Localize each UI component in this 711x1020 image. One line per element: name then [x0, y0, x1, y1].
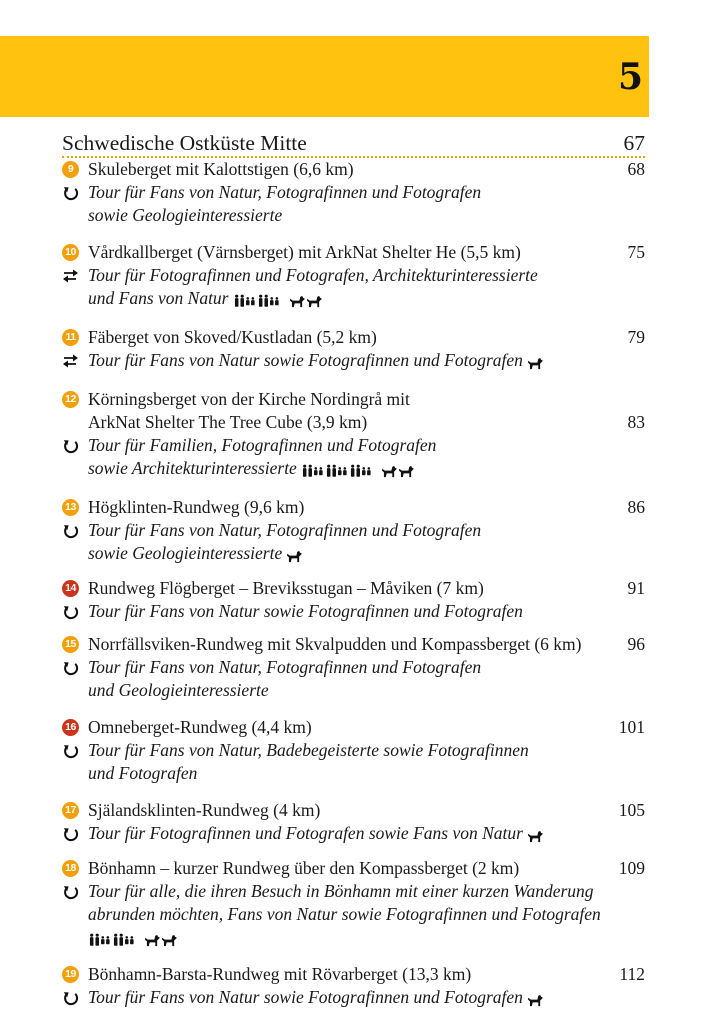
family-icon: [257, 294, 281, 309]
entry-description: und Geologieinteressierte: [88, 680, 269, 700]
dog-icon: [289, 295, 306, 308]
entry-description-line: [62, 903, 645, 926]
entry-number-badge: 12: [62, 391, 79, 408]
entry-description-line: [62, 926, 645, 951]
entry-description-line: [62, 204, 645, 227]
toc-entry[interactable]: [62, 241, 645, 312]
entry-description-line: [62, 880, 645, 903]
entry-description-line: [62, 287, 645, 312]
entry-description: Tour für Fans von Natur, Fotografinnen und Fotografen: [88, 520, 482, 540]
section-page: 67: [623, 131, 645, 155]
entry-title-line: [62, 411, 645, 434]
family-icon: [233, 294, 257, 309]
entry-description-line: [62, 542, 645, 567]
family-icon: [325, 464, 349, 479]
entry-title: Bönhamn-Barsta-Rundweg mit Rövarberget (13,3 km): [88, 964, 472, 984]
entry-title: Norrfällsviken-Rundweg mit Skvalpudden und Kompassberget (6 km): [88, 634, 582, 654]
entry-title: Fäberget von Skoved/Kustladan (5,2 km): [88, 327, 377, 347]
suitability-icons: [527, 351, 544, 374]
entry-description: und Fans von Natur: [88, 288, 229, 308]
section-title: Schwedische Ostküste Mitte: [62, 131, 307, 155]
entry-description-line: [62, 519, 645, 542]
toc-entry[interactable]: [62, 158, 645, 227]
entry-title-line: [62, 326, 645, 349]
loop-route-icon: [62, 883, 80, 901]
dog-icon: [527, 830, 544, 843]
entry-description: Tour für Fans von Natur, Fotografinnen und Fotografen: [88, 182, 482, 202]
entry-title: Vårdkallberget (Värnsberget) mit ArkNat Shelter He (5,5 km): [88, 242, 521, 262]
dog-icon: [144, 934, 161, 947]
section-heading[interactable]: [62, 130, 645, 158]
loop-route-icon: [62, 989, 80, 1007]
toc-entry[interactable]: [62, 577, 645, 623]
dog-icon: [527, 357, 544, 370]
entry-page-number: 79: [627, 327, 645, 347]
toc-entry[interactable]: [62, 633, 645, 702]
toc-section: [62, 130, 645, 1011]
entry-number-badge: 10: [62, 244, 79, 261]
entry-page-number: 86: [627, 497, 645, 517]
entry-title: Högklinten-Rundweg (9,6 km): [88, 497, 305, 517]
entry-title-line: [62, 496, 645, 519]
loop-route-icon: [62, 659, 80, 677]
dog-icon: [306, 295, 323, 308]
loop-route-icon: [62, 742, 80, 760]
dog-icon: [381, 465, 398, 478]
entry-page-number: 96: [627, 634, 645, 654]
entry-page-number: 91: [627, 578, 645, 598]
entry-page-number: 101: [618, 717, 645, 737]
suitability-icons: [527, 988, 544, 1011]
entry-page-number: 68: [627, 159, 645, 179]
entry-title-line: [62, 158, 645, 181]
toc-entry[interactable]: [62, 799, 645, 847]
entry-description: Tour für Fans von Natur, Fotografinnen und Fotografen: [88, 657, 482, 677]
dog-icon: [398, 465, 415, 478]
entry-description-line: [62, 457, 645, 482]
entry-number-badge: 13: [62, 499, 79, 516]
entry-description-line: [62, 349, 645, 374]
entry-page-number: 109: [618, 858, 645, 878]
entry-title-line: [62, 388, 645, 411]
loop-route-icon: [62, 437, 80, 455]
entry-title-line: [62, 799, 645, 822]
entry-title-line: [62, 716, 645, 739]
entry-description: Tour für Familien, Fotografinnen und Fotografen: [88, 435, 437, 455]
family-icon: [112, 933, 136, 948]
entry-title: Körningsberget von der Kirche Nordingrå mit: [88, 389, 410, 409]
loop-route-icon: [62, 184, 80, 202]
entry-number-badge: 15: [62, 636, 79, 653]
suitability-icons: [286, 544, 303, 567]
chapter-band: [0, 36, 649, 117]
toc-entry[interactable]: [62, 716, 645, 785]
entry-description: sowie Geologieinteressierte: [88, 205, 283, 225]
entry-number-badge: 18: [62, 860, 79, 877]
dog-icon: [527, 994, 544, 1007]
out-and-back-route-icon: [62, 267, 80, 285]
entry-description: Tour für Fans von Natur sowie Fotografinnen und Fotografen: [88, 350, 523, 370]
entry-description-line: [62, 600, 645, 623]
entry-description: Tour für alle, die ihren Besuch in Bönhamn mit einer kurzen Wanderung: [88, 881, 594, 901]
entry-description: und Fotografen: [88, 763, 198, 783]
entry-description: Tour für Fotografinnen und Fotografen, Architekturinteressierte: [88, 265, 538, 285]
dog-icon: [161, 934, 178, 947]
entry-description: Tour für Fans von Natur sowie Fotografinnen und Fotografen: [88, 987, 523, 1007]
entry-description-line: [62, 434, 645, 457]
chapter-number: 5: [617, 56, 643, 98]
entry-page-number: 83: [627, 412, 645, 432]
entry-description-line: [62, 679, 645, 702]
entry-description-line: [62, 264, 645, 287]
entry-description-line: [62, 656, 645, 679]
entry-number-badge: 17: [62, 802, 79, 819]
loop-route-icon: [62, 522, 80, 540]
entry-description: sowie Geologieinteressierte: [88, 543, 283, 563]
entry-description-line: [62, 762, 645, 785]
entry-page-number: 105: [618, 800, 645, 820]
loop-route-icon: [62, 603, 80, 621]
suitability-icons: [301, 459, 415, 482]
entry-title-line: [62, 963, 645, 986]
entry-description: Tour für Fans von Natur sowie Fotografinnen und Fotografen: [88, 601, 523, 621]
suitability-icons: [527, 824, 544, 847]
suitability-icons: [233, 289, 323, 312]
entry-title-line: [62, 577, 645, 600]
entry-title: Omneberget-Rundweg (4,4 km): [88, 717, 312, 737]
entry-description-line: [62, 822, 645, 847]
dog-icon: [286, 550, 303, 563]
loop-route-icon: [62, 825, 80, 843]
entry-number-badge: 9: [62, 161, 79, 178]
entry-page-number: 112: [619, 964, 645, 984]
entry-number-badge: 19: [62, 966, 79, 983]
entry-page-number: 75: [627, 242, 645, 262]
entry-description: Tour für Fans von Natur, Badebegeisterte sowie Fotografinnen: [88, 740, 529, 760]
toc-entry[interactable]: [62, 963, 645, 1011]
entry-description-line: [62, 739, 645, 762]
entry-description: abrunden möchten, Fans von Natur sowie Fotografinnen und Fotografen: [88, 904, 601, 924]
out-and-back-route-icon: [62, 352, 80, 370]
entry-description-line: [62, 181, 645, 204]
toc-entry-list: [62, 158, 645, 1011]
family-icon: [301, 464, 325, 479]
entry-title: Rundweg Flögberget – Breviksstugan – Måviken (7 km): [88, 578, 484, 598]
entry-number-badge: 16: [62, 719, 79, 736]
toc-entry[interactable]: [62, 496, 645, 567]
toc-entry[interactable]: [62, 857, 645, 951]
entry-title-line: [62, 633, 645, 656]
family-icon: [349, 464, 373, 479]
entry-title-line: [62, 857, 645, 880]
entry-description: sowie Architekturinteressierte: [88, 458, 297, 478]
entry-number-badge: 11: [62, 329, 79, 346]
toc-entry[interactable]: [62, 388, 645, 482]
entry-title: Skuleberget mit Kalottstigen (6,6 km): [88, 159, 354, 179]
entry-description-line: [62, 986, 645, 1011]
entry-number-badge: 14: [62, 580, 79, 597]
toc-entry[interactable]: [62, 326, 645, 374]
entry-title-line: [62, 241, 645, 264]
family-icon: [88, 933, 112, 948]
entry-title: Bönhamn – kurzer Rundweg über den Kompassberget (2 km): [88, 858, 520, 878]
entry-description: Tour für Fotografinnen und Fotografen sowie Fans von Natur: [88, 823, 523, 843]
entry-title: Själandsklinten-Rundweg (4 km): [88, 800, 321, 820]
entry-title: ArkNat Shelter The Tree Cube (3,9 km): [88, 412, 368, 432]
suitability-icons: [88, 928, 178, 951]
